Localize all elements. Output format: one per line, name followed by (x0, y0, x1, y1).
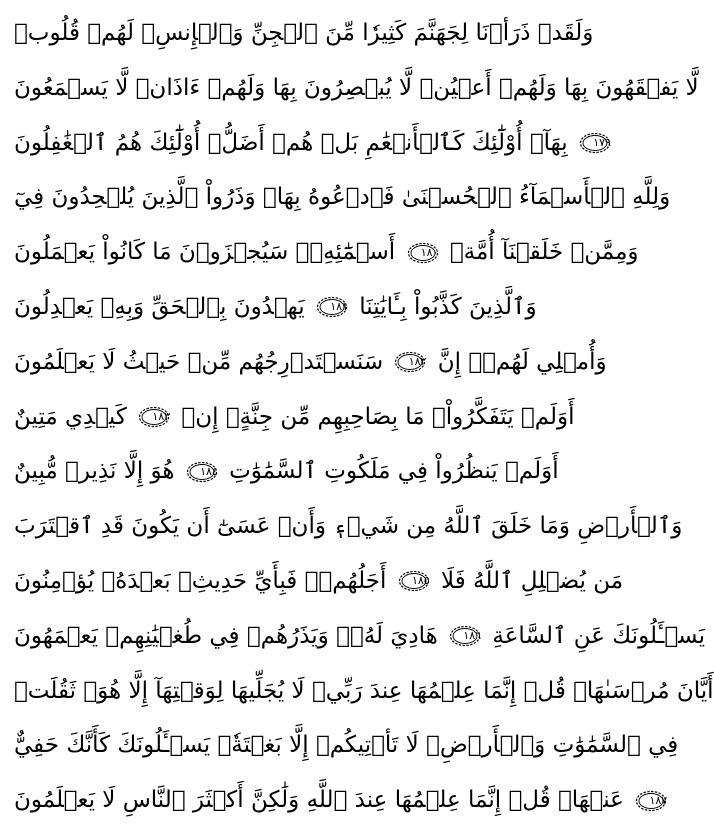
text-line (14, 170, 671, 225)
verse-text: أَسۡمَٰٓئِهِۦۚ سَيُجۡزَوۡنَ مَا كَانُواْ يَعۡمَلُونَ (14, 239, 396, 266)
verse-text: أَوَلَمۡ يَنظُرُواْ فِي مَلَكُوتِ ٱلسَّمَٰوَٰتِ (229, 458, 559, 485)
ayah-number: ١٨٥ (411, 574, 430, 588)
text-line (14, 335, 607, 390)
text-line (14, 718, 679, 773)
verse-text: يَسۡـَٔلُونَكَ عَنِ ٱلسَّاعَةِ (492, 622, 706, 649)
verse-text: عَنۡهَاۖ قُلۡ إِنَّمَا عِلۡمُهَا عِندَ ٱللَّهِ وَلَٰكِنَّ أَكۡثَرَ ٱلنَّاسِ لَا يَعۡلَمُونَ (14, 787, 624, 814)
ayah-number-marker (138, 406, 170, 428)
text-line (14, 116, 611, 171)
ayah-number-marker (394, 351, 426, 373)
text-line (14, 444, 559, 499)
verse-text: وَٱلۡأَرۡضِ وَمَا خَلَقَ ٱللَّهُ مِن شَيۡءٖ وَأَنۡ عَسَىٰٓ أَن يَكُونَ قَدِ ٱقۡتَرَبَ (14, 513, 683, 540)
ayah-number: ١٨٣ (152, 410, 171, 424)
text-line (14, 280, 537, 335)
text-line (14, 773, 668, 828)
verse-text: كَيۡدِي مَتِينٌ (14, 403, 127, 430)
verse-text: بِهَآۚ أُوْلَٰٓئِكَ كَٱلۡأَنۡعَٰمِ بَلۡ هُمۡ أَضَلُّۚ أُوْلَٰٓئِكَ هُمُ ٱلۡغَٰفِلُونَ (14, 129, 568, 156)
text-line (14, 61, 699, 116)
text-line (14, 609, 706, 664)
ayah-number-marker (316, 296, 348, 318)
ayah-number: ١٨٧ (649, 793, 668, 807)
ayah-number: ١٨٤ (200, 464, 218, 478)
text-line (14, 6, 594, 61)
verse-text: أَيَّانَ مُرۡسَىٰهَاۖ قُلۡ إِنَّمَا عِلۡمُهَا عِندَ رَبِّيۖ لَا يُجَلِّيهَا لِوَقۡتِهَآ إِلَّا هُوَۚ ثَقُلَتۡ (14, 677, 714, 704)
text-line (14, 499, 683, 554)
ayah-number: ١٨٠ (420, 245, 439, 259)
verse-text: هُوَ إِلَّا نَذِيرٞ مُّبِينٌ (14, 458, 175, 485)
verse-text: أَوَلَمۡ يَتَفَكَّرُواْۗ مَا بِصَاحِبِهِم مِّن جِنَّةٍۚ إِنۡ (181, 403, 575, 430)
ayah-number: ١٧٩ (593, 136, 611, 150)
ayah-number-marker (186, 461, 218, 483)
verse-text: وَٱلَّذِينَ كَذَّبُواْ بِـَٔايَٰتِنَا (359, 293, 537, 320)
verse-text: وَلِلَّهِ ٱلۡأَسۡمَآءُ ٱلۡحُسۡنَىٰ فَٱدۡعُوهُ بِهَاۖ وَذَرُواْ ٱلَّذِينَ يُلۡحِدُونَ فِيٓ (14, 184, 671, 211)
text-line (14, 554, 624, 609)
text-line (14, 225, 639, 280)
ayah-number-marker (449, 625, 481, 647)
ayah-number-marker (398, 570, 430, 592)
verse-text: وَلَقَدۡ ذَرَأۡنَا لِجَهَنَّمَ كَثِيرٗا مِّنَ ٱلۡجِنِّ وَٱلۡإِنسِۖ لَهُمۡ قُلُوبٞ (14, 20, 594, 46)
verse-text: هَادِيَ لَهُۥۚ وَيَذَرُهُمۡ فِي طُغۡيَٰنِهِمۡ يَعۡمَهُونَ (14, 622, 438, 649)
ayah-number-marker (579, 132, 611, 154)
verse-text: لَّا يَفۡقَهُونَ بِهَا وَلَهُمۡ أَعۡيُنٞ لَّا يُبۡصِرُونَ بِهَا وَلَهُمۡ ءَاذَانٞ لَّا يَسۡمَعُونَ (14, 74, 699, 101)
verse-text: وَمِمَّنۡ خَلَقۡنَآ أُمَّةٞ (449, 239, 639, 266)
verse-text: مَن يُضۡلِلِ ٱللَّهُ فَلَا (440, 567, 624, 594)
ayah-number-marker (635, 790, 667, 812)
ayah-number: ١٨١ (330, 300, 348, 314)
ayah-number: ١٨٦ (463, 629, 482, 643)
ayah-number: ١٨٢ (408, 355, 427, 369)
verse-text: أَجَلُهُمۡۖ فَبِأَيِّ حَدِيثِۭ بَعۡدَهُۥ يُؤۡمِنُونَ (14, 567, 387, 594)
verse-text: سَنَسۡتَدۡرِجُهُم مِّنۡ حَيۡثُ لَا يَعۡلَمُونَ (14, 348, 384, 375)
verse-text: يَهۡدُونَ بِٱلۡحَقِّ وَبِهِۦ يَعۡدِلُونَ (14, 293, 305, 320)
ayah-number-marker (407, 242, 439, 264)
verse-text: وَأُمۡلِي لَهُمۡۚ إِنَّ (437, 348, 607, 375)
text-line (14, 390, 575, 445)
verse-text: فِي ٱلسَّمَٰوَٰتِ وَٱلۡأَرۡضِۚ لَا تَأۡتِيكُمۡ إِلَّا بَغۡتَةٗۗ يَسۡـَٔلُونَكَ كَأَنَّكَ حَفِيٌّ (14, 732, 679, 759)
text-line (14, 664, 714, 719)
